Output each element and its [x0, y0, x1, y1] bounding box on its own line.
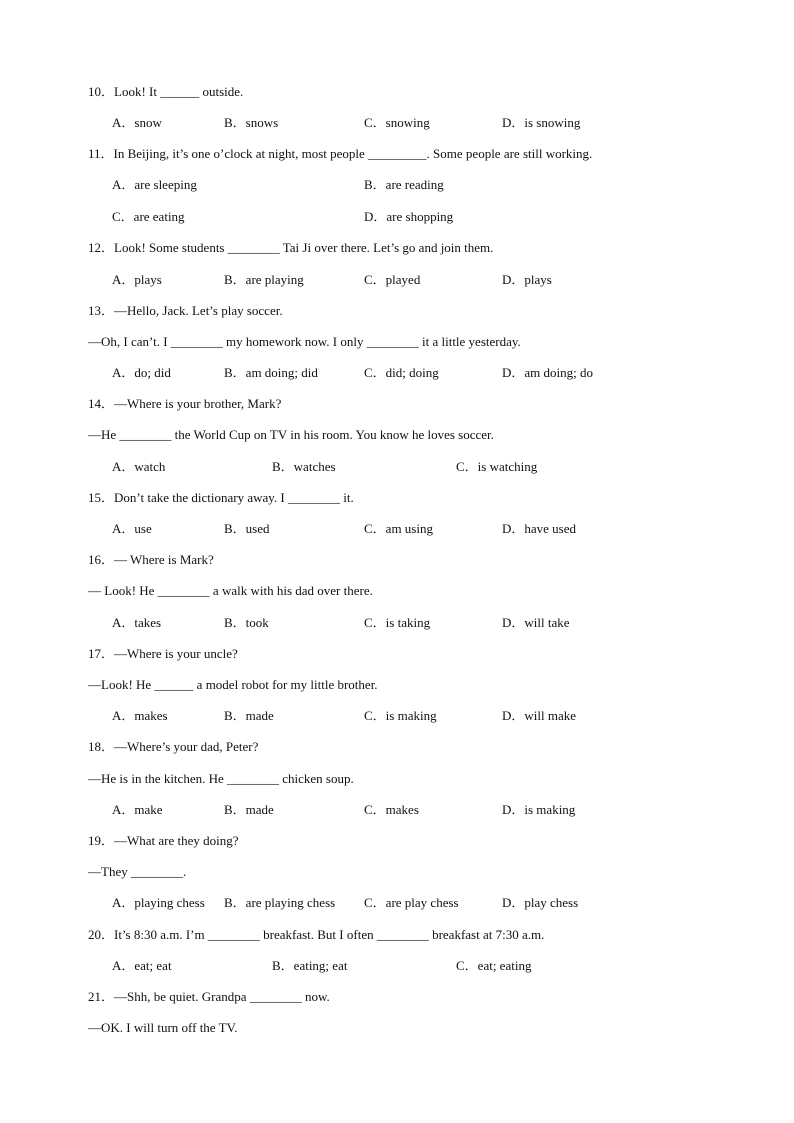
question-stem: 13．—Hello, Jack. Let’s play soccer.: [88, 303, 283, 318]
answer-option[interactable]: C．did; doing: [364, 365, 439, 380]
answer-option[interactable]: B．are reading: [364, 177, 444, 192]
answer-option[interactable]: C．makes: [364, 802, 419, 817]
question-stem: 16．— Where is Mark?: [88, 552, 214, 567]
answer-option[interactable]: D．are shopping: [364, 209, 454, 224]
question-stem: 15．Don’t take the dictionary away. I ________ it.: [88, 490, 354, 505]
answer-option[interactable]: C．is making: [364, 708, 437, 723]
answer-option[interactable]: C．are eating: [112, 209, 185, 224]
option-row: [0, 613, 794, 633]
answer-option[interactable]: B．are playing: [224, 272, 304, 287]
dialogue-line: —He ________ the World Cup on TV in his room. You know he loves soccer.: [88, 427, 494, 442]
answer-option[interactable]: B．made: [224, 802, 274, 817]
answer-option[interactable]: D．will take: [502, 615, 570, 630]
question-stem: 12．Look! Some students ________ Tai Ji over there. Let’s go and join them.: [88, 240, 494, 255]
answer-option[interactable]: A．make: [112, 802, 163, 817]
option-row: [0, 363, 794, 383]
answer-option[interactable]: B．took: [224, 615, 269, 630]
answer-option[interactable]: A．makes: [112, 708, 168, 723]
answer-option[interactable]: C．is watching: [456, 459, 538, 474]
answer-option[interactable]: B．watches: [272, 459, 336, 474]
answer-option[interactable]: C．am using: [364, 521, 433, 536]
answer-option[interactable]: A．eat; eat: [112, 958, 172, 973]
answer-option[interactable]: C．eat; eating: [456, 958, 532, 973]
answer-option[interactable]: D．play chess: [502, 895, 579, 910]
option-row: [0, 519, 794, 539]
answer-option[interactable]: D．have used: [502, 521, 577, 536]
answer-option[interactable]: D．is snowing: [502, 115, 581, 130]
question-stem: 10．Look! It ______ outside.: [88, 84, 244, 99]
dialogue-line: — Look! He ________ a walk with his dad over there.: [88, 583, 373, 598]
answer-option[interactable]: A．playing chess: [112, 895, 205, 910]
dialogue-line: —Oh, I can’t. I ________ my homework now. I only ________ it a little yesterday.: [88, 334, 521, 349]
answer-option[interactable]: C．is taking: [364, 615, 431, 630]
dialogue-line: —Look! He ______ a model robot for my little brother.: [88, 677, 378, 692]
answer-option[interactable]: A．watch: [112, 459, 166, 474]
answer-option[interactable]: B．snows: [224, 115, 279, 130]
answer-option[interactable]: B．am doing; did: [224, 365, 318, 380]
question-stem: 17．—Where is your uncle?: [88, 646, 238, 661]
answer-option[interactable]: A．use: [112, 521, 152, 536]
answer-option[interactable]: D．am doing; do: [502, 365, 593, 380]
option-row: [0, 956, 794, 976]
option-row: [0, 270, 794, 290]
option-row: [0, 800, 794, 820]
option-row: [0, 207, 794, 227]
question-stem: 14．—Where is your brother, Mark?: [88, 396, 282, 411]
answer-option[interactable]: C．are play chess: [364, 895, 459, 910]
answer-option[interactable]: B．made: [224, 708, 274, 723]
dialogue-line: —He is in the kitchen. He ________ chicken soup.: [88, 771, 354, 786]
answer-option[interactable]: C．played: [364, 272, 421, 287]
answer-option[interactable]: A．takes: [112, 615, 162, 630]
option-row: [0, 706, 794, 726]
answer-option[interactable]: D．is making: [502, 802, 576, 817]
option-row: [0, 893, 794, 913]
question-stem: 11．In Beijing, it’s one o’clock at night, most people _________. Some people are still working.: [88, 146, 593, 161]
answer-option[interactable]: A．are sleeping: [112, 177, 197, 192]
answer-option[interactable]: B．eating; eat: [272, 958, 348, 973]
answer-option[interactable]: A．snow: [112, 115, 162, 130]
answer-option[interactable]: D．will make: [502, 708, 577, 723]
answer-option[interactable]: C．snowing: [364, 115, 430, 130]
option-row: [0, 175, 794, 195]
answer-option[interactable]: A．plays: [112, 272, 162, 287]
answer-option[interactable]: B．are playing chess: [224, 895, 336, 910]
answer-option[interactable]: B．used: [224, 521, 270, 536]
question-stem: 18．—Where’s your dad, Peter?: [88, 739, 259, 754]
option-row: [0, 457, 794, 477]
option-row: [0, 113, 794, 133]
question-stem: 20．It’s 8:30 a.m. I’m ________ breakfast. But I often ________ breakfast at 7:30 a.m.: [88, 927, 545, 942]
dialogue-line: —They ________.: [88, 864, 187, 879]
answer-option[interactable]: A．do; did: [112, 365, 171, 380]
question-stem: 21．—Shh, be quiet. Grandpa ________ now.: [88, 989, 330, 1004]
dialogue-line: —OK. I will turn off the TV.: [88, 1020, 238, 1035]
question-stem: 19．—What are they doing?: [88, 833, 239, 848]
answer-option[interactable]: D．plays: [502, 272, 552, 287]
